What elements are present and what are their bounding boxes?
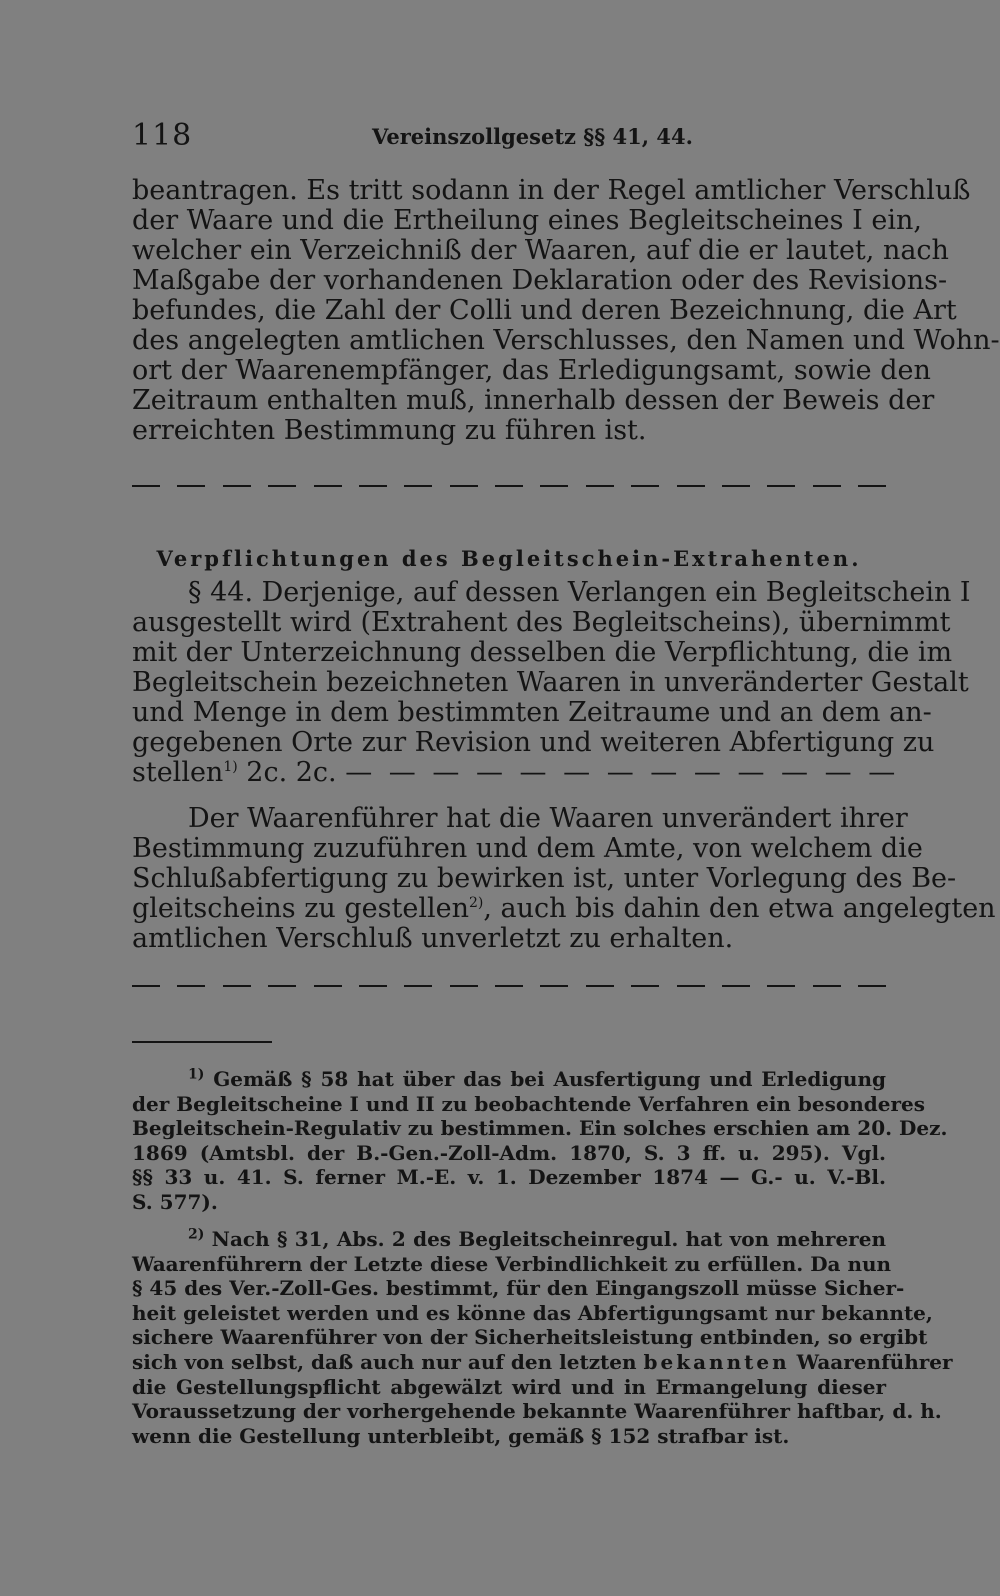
footnote-line: Voraussetzung der vorhergehende bekannte Waarenführer haftbar, d. h. [132, 1399, 942, 1424]
footnote-ref-2[interactable]: 2) [468, 895, 484, 911]
text-fragment: 2c. 2c. [237, 757, 346, 788]
footnote-line: Waarenführern der Letzte diese Verbindlichkeit zu erfüllen. Da nun [132, 1251, 892, 1276]
text-line: Der Waarenführer hat die Waaren unverändert ihrer [188, 803, 908, 834]
footnote-line: sichere Waarenführer von der Sicherheitsleistung entbinden, so ergibt [132, 1325, 928, 1350]
text-line [132, 757, 900, 788]
dash-separator [132, 985, 886, 989]
footnote-marker: 2) [188, 1226, 205, 1243]
text-line: beantragen. Es tritt sodann in der Regel amtlicher Verschluß [132, 175, 971, 206]
footnote-marker: 1) [188, 1066, 205, 1083]
footnote-line: wenn die Gestellung unterbleibt, gemäß § 152 strafbar ist. [132, 1423, 790, 1448]
text-line: gegebenen Orte zur Revision und weiteren Abfertigung zu [132, 727, 935, 758]
text-line: der Waare und die Ertheilung eines Begleitscheines I ein, [132, 205, 922, 236]
text-line: ausgestellt wird (Extrahent des Begleitscheins), übernimmt [132, 607, 951, 638]
text-fragment: gleitscheins zu gestellen [132, 893, 469, 924]
text-line: Begleitschein bezeichneten Waaren in unveränderter Gestalt [132, 667, 969, 698]
page-header [132, 118, 882, 158]
text-fragment: Gemäß § 58 hat über das bei Ausfertigung und Erledigung [204, 1067, 886, 1091]
footnote-line: heit geleistet werden und es könne das Abfertigungsamt nur bekannte, [132, 1300, 933, 1325]
text-line: Bestimmung zuzuführen und dem Amte, von welchem die [132, 833, 923, 864]
text-fragment: , auch bis dahin den etwa angelegten [483, 893, 996, 924]
text-line: und Menge in dem bestimmten Zeitraume und an dem an- [132, 697, 932, 728]
footnote-2 [132, 1226, 953, 1448]
footnote-line: §§ 33 u. 41. S. ferner M.-E. v. 1. Dezember 1874 — G.- u. V.-Bl. [132, 1165, 886, 1190]
text-line: § 44. Derjenige, auf dessen Verlangen ein Begleitschein I [188, 577, 971, 608]
footnote-line [132, 1349, 953, 1375]
text-line: erreichten Bestimmung zu führen ist. [132, 415, 647, 446]
emphasis-spaced: bekannten [643, 1349, 790, 1374]
running-head: Vereinszollgesetz §§ 41, 44. [372, 124, 693, 149]
paragraph-2 [132, 577, 971, 788]
footnote-ref-1[interactable]: 1) [223, 759, 238, 775]
text-line: amtlichen Verschluß unverletzt zu erhalten. [132, 923, 734, 954]
text-fragment: Nach § 31, Abs. 2 des Begleitscheinregul. hat von mehreren [204, 1227, 886, 1251]
footnote-line [132, 1067, 886, 1092]
text-line: des angelegten amtlichen Verschlusses, den Namen und Wohn- [132, 325, 1000, 356]
footnote-line: S. 577). [132, 1189, 218, 1214]
text-line [132, 893, 996, 924]
text-line: Schlußabfertigung zu bewirken ist, unter Vorlegung des Be- [132, 863, 957, 894]
footnote-line: Begleitschein-Regulativ zu bestimmen. Ein solches erschien am 20. Dez. [132, 1116, 948, 1141]
text-fragment: sich von selbst, daß auch nur auf den letzten [132, 1349, 644, 1374]
dash-separator [132, 485, 886, 489]
text-line: ort der Waarenempfänger, das Erledigungsamt, sowie den [132, 355, 931, 386]
paragraph-3 [132, 803, 996, 954]
text-line: mit der Unterzeichnung desselben die Verpflichtung, die im [132, 637, 953, 668]
footnote-line: der Begleitscheine I und II zu beobachtende Verfahren ein besonderes [132, 1091, 925, 1116]
footnote-line: 1869 (Amtsbl. der B.-Gen.-Zoll-Adm. 1870, S. 3 ff. u. 295). Vgl. [132, 1140, 886, 1165]
footnote-line [132, 1227, 886, 1252]
text-line: welcher ein Verzeichniß der Waaren, auf die er lautet, nach [132, 235, 949, 266]
section-heading: Verpflichtungen des Begleitschein-Extrahenten. [156, 546, 862, 571]
text-fragment: stellen [132, 757, 224, 788]
footnote-1 [132, 1066, 948, 1215]
page-number: 118 [132, 118, 193, 153]
footnote-line: § 45 des Ver.-Zoll-Ges. bestimmt, für den Eingangszoll müsse Sicher- [132, 1276, 905, 1301]
text-fragment: Waarenführer [789, 1349, 953, 1374]
text-line: befundes, die Zahl der Colli und deren Bezeichnung, die Art [132, 295, 957, 326]
footnote-line: die Gestellungspflicht abgewälzt wird und in Ermangelung dieser [132, 1374, 886, 1399]
inline-dashes: — — — — — — — — — — — — — [345, 757, 900, 788]
footnote-rule [132, 1041, 272, 1043]
text-line: Zeitraum enthalten muß, innerhalb dessen der Beweis der [132, 385, 935, 416]
paragraph-1 [132, 175, 1000, 446]
text-line: Maßgabe der vorhandenen Deklaration oder des Revisions- [132, 265, 948, 296]
